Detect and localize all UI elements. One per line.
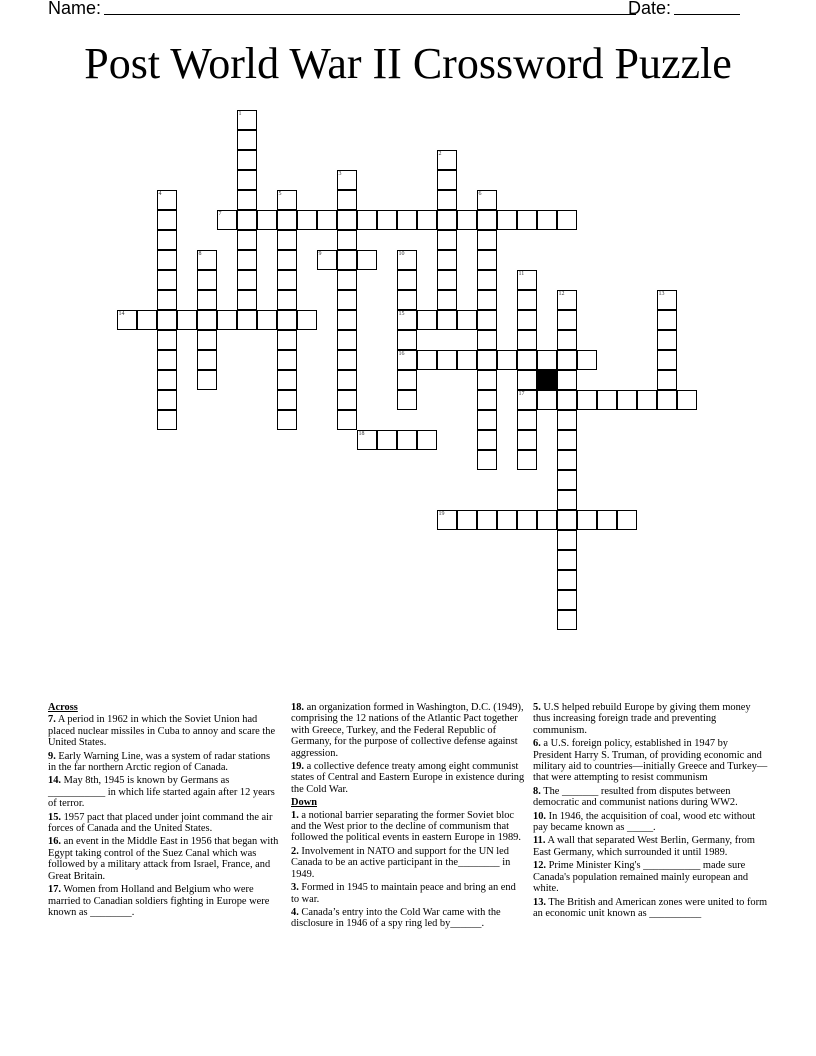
grid-cell[interactable] (657, 390, 677, 410)
grid-cell[interactable] (277, 250, 297, 270)
grid-cell[interactable] (397, 310, 417, 330)
cell-number: 17 (518, 390, 525, 397)
clue-text: A wall that separated West Berlin, Germany, from East Germany, which surrounded it until 1989. (533, 835, 755, 858)
grid-cell[interactable] (457, 210, 477, 230)
grid-cell[interactable] (337, 410, 357, 430)
grid-cell[interactable] (217, 310, 237, 330)
cell-number: 10 (398, 250, 405, 257)
clue-number: 13. (533, 896, 546, 908)
grid-cell[interactable] (477, 210, 497, 230)
clue-number: 19. (291, 761, 304, 773)
across-heading: Across (48, 702, 78, 713)
grid-cell[interactable] (397, 350, 417, 370)
grid-cell[interactable] (437, 250, 457, 270)
clue-text: Formed in 1945 to maintain peace and bring an end to war. (291, 882, 516, 905)
clues-column-3 (533, 702, 769, 921)
grid-cell[interactable] (277, 310, 297, 330)
grid-cell[interactable] (437, 290, 457, 310)
clue-number: 12. (533, 860, 546, 872)
grid-cell[interactable] (617, 510, 637, 530)
clue-number: 15. (48, 811, 61, 823)
grid-cell[interactable] (377, 430, 397, 450)
grid-cell[interactable] (197, 250, 217, 270)
grid-cell[interactable] (237, 130, 257, 150)
grid-cell[interactable] (437, 350, 457, 370)
grid-cell[interactable] (557, 430, 577, 450)
cell-number: 13 (658, 290, 665, 297)
clue-number: 11. (533, 835, 546, 847)
grid-cell[interactable] (417, 210, 437, 230)
clues-column-2 (291, 702, 525, 932)
clue-across-19 (291, 761, 525, 795)
cell-number: 1 (238, 110, 242, 117)
grid-cell[interactable] (677, 390, 697, 410)
grid-cell[interactable] (337, 250, 357, 270)
date-field[interactable] (674, 14, 740, 15)
grid-cell[interactable] (557, 370, 577, 390)
clue-down-1 (291, 810, 525, 844)
cell-number: 3 (338, 170, 342, 177)
grid-cell[interactable] (617, 390, 637, 410)
grid-cell[interactable] (557, 590, 577, 610)
grid-cell[interactable] (537, 510, 557, 530)
crossword-grid (117, 110, 717, 650)
grid-cell[interactable] (337, 190, 357, 210)
grid-cell[interactable] (437, 150, 457, 170)
grid-cell[interactable] (557, 350, 577, 370)
name-label: Name: (48, 0, 102, 18)
cell-number: 8 (198, 250, 202, 257)
grid-cell[interactable] (397, 250, 417, 270)
grid-cell[interactable] (517, 390, 537, 410)
page-title: Post World War II Crossword Puzzle (84, 39, 732, 88)
grid-cell[interactable] (157, 270, 177, 290)
clue-text: an organization formed in Washington, D.C. (1949), comprising the 12 nations of the Atlantic Pact together with Greece, Turkey, and the Federal Republic of Germany, for the purpose of collective defense against aggression. (291, 702, 524, 759)
clue-text: 1957 pact that placed under joint command the air forces of Canada and the United States. (48, 811, 273, 835)
grid-cell[interactable] (517, 330, 537, 350)
clue-down-10 (533, 811, 769, 834)
grid-cell[interactable] (517, 430, 537, 450)
clue-text: Early Warning Line, was a system of radar stations in the far northern Arctic region of Canada. (48, 750, 271, 774)
clue-down-11 (533, 835, 769, 858)
grid-cell[interactable] (557, 290, 577, 310)
cell-number: 15 (398, 310, 405, 317)
grid-cell[interactable] (477, 270, 497, 290)
grid-cell[interactable] (337, 230, 357, 250)
grid-cell[interactable] (477, 390, 497, 410)
grid-cell[interactable] (157, 310, 177, 330)
clue-across-14 (48, 775, 280, 809)
clue-number: 14. (48, 775, 61, 787)
grid-cell[interactable] (197, 370, 217, 390)
grid-cell[interactable] (217, 210, 237, 230)
grid-cell[interactable] (237, 110, 257, 130)
clue-text: In 1946, the acquisition of coal, wood etc without pay became known as _____. (533, 810, 756, 834)
grid-cell[interactable] (337, 290, 357, 310)
grid-cell[interactable] (557, 390, 577, 410)
grid-cell[interactable] (477, 430, 497, 450)
grid-cell[interactable] (257, 210, 277, 230)
grid-cell[interactable] (497, 510, 517, 530)
grid-cell[interactable] (557, 210, 577, 230)
grid-cell[interactable] (297, 310, 317, 330)
clue-number: 8. (533, 785, 541, 797)
grid-cell[interactable] (517, 450, 537, 470)
clue-number: 3. (291, 882, 299, 894)
cell-number: 6 (478, 190, 482, 197)
cell-number: 7 (218, 210, 222, 217)
grid-cell[interactable] (517, 310, 537, 330)
grid-cell[interactable] (237, 210, 257, 230)
grid-cell[interactable] (517, 290, 537, 310)
grid-cell[interactable] (557, 610, 577, 630)
grid-cell[interactable] (437, 190, 457, 210)
grid-cell[interactable] (657, 350, 677, 370)
clue-down-12 (533, 860, 769, 894)
grid-cell[interactable] (557, 410, 577, 430)
grid-cell[interactable] (517, 210, 537, 230)
grid-cell[interactable] (497, 350, 517, 370)
grid-cell[interactable] (557, 490, 577, 510)
cell-number: 18 (358, 430, 365, 437)
cell-number: 19 (438, 510, 445, 517)
grid-cell[interactable] (277, 210, 297, 230)
grid-cell[interactable] (137, 310, 157, 330)
grid-cell[interactable] (157, 230, 177, 250)
clue-number: 2. (291, 845, 299, 857)
cell-number: 4 (158, 190, 162, 197)
grid-cell[interactable] (257, 310, 277, 330)
grid-cell[interactable] (277, 270, 297, 290)
grid-cell[interactable] (417, 310, 437, 330)
clue-across-15 (48, 812, 280, 835)
clue-text: Women from Holland and Belgium who were married to Canadian soldiers fighting in Europe were known as ________. (48, 884, 270, 918)
grid-cell[interactable] (417, 350, 437, 370)
clue-text: a collective defence treaty among eight communist states of Central and Eastern Europe in existence during the Cold War. (291, 761, 525, 795)
grid-cell[interactable] (237, 230, 257, 250)
grid-cell[interactable] (337, 210, 357, 230)
grid-cell[interactable] (477, 330, 497, 350)
grid-cell[interactable] (337, 170, 357, 190)
grid-cell[interactable] (657, 290, 677, 310)
grid-cell[interactable] (517, 510, 537, 530)
grid-cell[interactable] (277, 230, 297, 250)
clue-down-4 (291, 907, 525, 930)
clue-number: 7. (48, 714, 56, 726)
grid-cell[interactable] (657, 370, 677, 390)
clue-text: A period in 1962 in which the Soviet Union had placed nuclear missiles in Cuba to annoy and scare the United States. (48, 714, 276, 749)
grid-cell[interactable] (437, 170, 457, 190)
grid-cell[interactable] (437, 230, 457, 250)
grid-cell[interactable] (477, 310, 497, 330)
grid-cell[interactable] (357, 430, 377, 450)
grid-cell[interactable] (437, 270, 457, 290)
grid-cell[interactable] (537, 350, 557, 370)
clue-text: an event in the Middle East in 1956 that began with Egypt taking control of the Suez Canal which was followed by a military attack from Israel, France, and Great Britain. (48, 836, 279, 882)
grid-cell[interactable] (357, 210, 377, 230)
grid-cell[interactable] (397, 330, 417, 350)
grid-cell[interactable] (237, 290, 257, 310)
grid-cell[interactable] (157, 410, 177, 430)
clue-number: 5. (533, 702, 541, 713)
grid-cell[interactable] (577, 350, 597, 370)
grid-cell[interactable] (337, 370, 357, 390)
grid-cell[interactable] (397, 210, 417, 230)
grid-cell[interactable] (177, 310, 197, 330)
grid-cell[interactable] (237, 190, 257, 210)
grid-cell[interactable] (157, 330, 177, 350)
grid-cell[interactable] (597, 510, 617, 530)
clue-number: 16. (48, 836, 61, 848)
grid-cell[interactable] (577, 390, 597, 410)
grid-cell[interactable] (457, 510, 477, 530)
grid-cell[interactable] (157, 190, 177, 210)
grid-cell[interactable] (537, 390, 557, 410)
cell-number: 2 (438, 150, 442, 157)
clue-across-18 (291, 702, 525, 759)
grid-cell[interactable] (477, 290, 497, 310)
grid-cell[interactable] (277, 330, 297, 350)
clue-across-7 (48, 714, 280, 748)
clue-across-9 (48, 751, 280, 774)
grid-cell[interactable] (197, 350, 217, 370)
clue-text: U.S helped rebuild Europe by giving them money thus increasing foreign trade and preventing communism. (533, 702, 751, 736)
grid-cell[interactable] (537, 210, 557, 230)
clue-number: 1. (291, 809, 299, 821)
grid-cell[interactable] (457, 310, 477, 330)
clue-down-8 (533, 786, 769, 809)
clue-text: The _______ resulted from disputes between democratic and communist nations during WW2. (533, 785, 738, 809)
clue-number: 18. (291, 702, 304, 713)
grid-cell[interactable] (197, 330, 217, 350)
grid-cell[interactable] (657, 310, 677, 330)
grid-cell[interactable] (657, 330, 677, 350)
grid-cell[interactable] (277, 190, 297, 210)
cell-number: 16 (398, 350, 405, 357)
clue-number: 6. (533, 738, 541, 750)
grid-cell[interactable] (477, 250, 497, 270)
grid-cell[interactable] (237, 170, 257, 190)
grid-cell[interactable] (597, 390, 617, 410)
grid-cell[interactable] (237, 150, 257, 170)
name-field[interactable] (104, 14, 636, 15)
grid-cell[interactable] (337, 350, 357, 370)
grid-cell[interactable] (197, 290, 217, 310)
grid-cell[interactable] (157, 350, 177, 370)
grid-cell[interactable] (397, 390, 417, 410)
grid-cell[interactable] (237, 270, 257, 290)
grid-cell[interactable] (457, 350, 477, 370)
clue-text: The British and American zones were united to form an economic unit known as __________ (533, 896, 768, 919)
date-label: Date: (628, 0, 672, 18)
grid-cell[interactable] (277, 390, 297, 410)
grid-cell[interactable] (237, 310, 257, 330)
grid-cell[interactable] (337, 270, 357, 290)
grid-cell[interactable] (277, 350, 297, 370)
grid-cell[interactable] (237, 250, 257, 270)
clue-text: a notional barrier separating the former Soviet bloc and the West prior to the decline of communism that followed the political events in eastern Europe in 1989. (291, 809, 521, 844)
clue-text: Prime Minister King's ___________ made sure Canada's population remained mainly european and white. (533, 860, 749, 895)
grid-cell[interactable] (337, 310, 357, 330)
clue-down-6 (533, 738, 769, 784)
clue-text: a U.S. foreign policy, established in 1947 by President Harry S. Truman, of providing economic and military aid to countries—initially Greece and Turkey—that were attempting to resist communism (533, 738, 768, 784)
grid-cell[interactable] (157, 290, 177, 310)
clue-text: May 8th, 1945 is known by Germans as ___________ in which life started again after 12 years of terror. (48, 775, 275, 810)
grid-cell[interactable] (477, 370, 497, 390)
grid-cell[interactable] (157, 390, 177, 410)
grid-cell[interactable] (517, 270, 537, 290)
clue-number: 9. (48, 750, 56, 762)
clue-number: 4. (291, 906, 299, 918)
clue-number: 10. (533, 810, 546, 822)
cell-number: 5 (278, 190, 282, 197)
grid-cell[interactable] (557, 450, 577, 470)
grid-cell[interactable] (517, 370, 537, 390)
grid-cell[interactable] (397, 430, 417, 450)
grid-cell[interactable] (277, 410, 297, 430)
cell-number: 12 (558, 290, 565, 297)
grid-cell[interactable] (197, 310, 217, 330)
clue-down-13 (533, 897, 769, 920)
grid-cell[interactable] (557, 570, 577, 590)
clue-down-3 (291, 882, 525, 905)
grid-cell[interactable] (337, 390, 357, 410)
grid-cell[interactable] (517, 410, 537, 430)
grid-cell[interactable] (157, 370, 177, 390)
grid-cell[interactable] (437, 210, 457, 230)
grid-cell[interactable] (377, 210, 397, 230)
black-cell (537, 370, 557, 390)
grid-cell[interactable] (557, 550, 577, 570)
grid-cell[interactable] (437, 310, 457, 330)
grid-cell[interactable] (437, 510, 457, 530)
grid-cell[interactable] (557, 310, 577, 330)
grid-cell[interactable] (317, 250, 337, 270)
grid-cell[interactable] (417, 430, 437, 450)
grid-cell[interactable] (477, 510, 497, 530)
clues-column-1 (48, 702, 280, 920)
cell-number: 14 (118, 310, 125, 317)
grid-cell[interactable] (197, 270, 217, 290)
cell-number: 11 (518, 270, 525, 277)
grid-cell[interactable] (557, 510, 577, 530)
grid-cell[interactable] (357, 250, 377, 270)
header-line (48, 0, 768, 18)
grid-cell[interactable] (477, 230, 497, 250)
grid-cell[interactable] (277, 370, 297, 390)
clue-text: Canada’s entry into the Cold War came with the disclosure in 1946 of a spy ring led by______. (291, 906, 501, 930)
clue-down-5 (533, 702, 769, 736)
clue-text: Involvement in NATO and support for the UN led Canada to be an active participant in the________ in 1949. (291, 845, 511, 880)
grid-cell[interactable] (477, 410, 497, 430)
grid-cell[interactable] (397, 370, 417, 390)
cell-number: 9 (318, 250, 322, 257)
grid-cell[interactable] (397, 270, 417, 290)
grid-cell[interactable] (297, 210, 317, 230)
grid-cell[interactable] (157, 210, 177, 230)
grid-cell[interactable] (477, 350, 497, 370)
clue-across-17 (48, 884, 280, 918)
down-heading: Down (291, 797, 317, 809)
grid-cell[interactable] (317, 210, 337, 230)
clue-number: 17. (48, 884, 61, 896)
grid-cell[interactable] (337, 330, 357, 350)
grid-cell[interactable] (277, 290, 297, 310)
grid-cell[interactable] (637, 390, 657, 410)
grid-cell[interactable] (497, 210, 517, 230)
grid-cell[interactable] (477, 190, 497, 210)
clue-across-16 (48, 836, 280, 882)
grid-cell[interactable] (577, 510, 597, 530)
clue-down-2 (291, 846, 525, 880)
grid-cell[interactable] (477, 450, 497, 470)
grid-cell[interactable] (157, 250, 177, 270)
grid-cell[interactable] (397, 290, 417, 310)
grid-cell[interactable] (517, 350, 537, 370)
grid-cell[interactable] (557, 530, 577, 550)
grid-cell[interactable] (557, 470, 577, 490)
grid-cell[interactable] (117, 310, 137, 330)
grid-cell[interactable] (557, 330, 577, 350)
